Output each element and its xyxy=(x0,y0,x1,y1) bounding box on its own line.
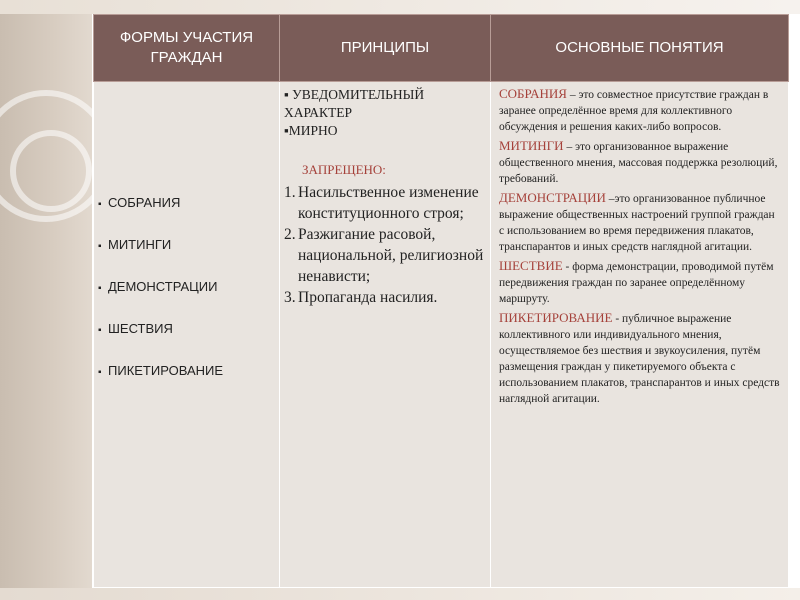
list-item: ▪ ПИКЕТИРОВАНИЕ xyxy=(98,362,279,404)
concept-item xyxy=(499,310,782,407)
principle-item: ▪МИРНО xyxy=(284,123,338,138)
list-item: 1. Насильственное изменение конституционного строя; xyxy=(284,184,479,222)
concepts-block xyxy=(491,82,788,407)
concept-term: ПИКЕТИРОВАНИЕ xyxy=(499,310,613,325)
concept-item xyxy=(499,190,782,255)
bullet-icon: ▪ xyxy=(98,367,102,378)
concept-item xyxy=(499,138,782,187)
concepts-cell xyxy=(491,82,789,588)
list-item: 3. Пропаганда насилия. xyxy=(284,289,438,306)
forms-list xyxy=(94,82,279,404)
top-decorative-strip xyxy=(0,0,800,14)
bullet-icon: ▪ xyxy=(98,241,102,252)
principle-item: ▪ УВЕДОМИТЕЛЬНЫЙ ХАРАКТЕР xyxy=(284,87,425,120)
forbidden-title: ЗАПРЕЩЕНО: xyxy=(302,162,386,177)
forms-cell xyxy=(94,82,280,588)
list-item: 2. Разжигание расовой, национальной, религиозной ненависти; xyxy=(284,226,484,285)
list-item: ▪ ДЕМОНСТРАЦИИ xyxy=(98,278,279,320)
bottom-decorative-strip xyxy=(0,588,800,600)
bullet-icon: ▪ xyxy=(98,199,102,210)
concept-term: МИТИНГИ xyxy=(499,138,564,153)
bullet-icon: ▪ xyxy=(284,123,289,138)
concept-term: СОБРАНИЯ xyxy=(499,86,567,101)
concept-item xyxy=(499,258,782,307)
list-item: ▪ СОБРАНИЯ xyxy=(98,194,279,236)
list-item: ▪ ШЕСТВИЯ xyxy=(98,320,279,362)
concept-definition: –это организованное публичное выражение общественных настроений группой граждан с использованием во время передвижения плакатов, транспарантов и иных средств наглядной агитации. xyxy=(499,193,775,253)
left-decorative-band xyxy=(0,0,92,600)
concept-definition: - публичное выражение коллективного или индивидуального мнения, осуществляемое без шествия и звукоусиления, путём размещения граждан у пикетируемого объекта с использованием плакатов, транспарантов и иных средств наглядной агитации. xyxy=(499,313,780,405)
concept-term: ДЕМОНСТРАЦИИ xyxy=(499,190,606,205)
concept-definition: – это организованное выражение общественного мнения, массовая поддержка резолюций, требований. xyxy=(499,141,778,185)
table-row xyxy=(94,82,789,588)
concept-item xyxy=(499,86,782,135)
participation-table xyxy=(93,14,789,588)
principles-cell xyxy=(280,82,491,588)
concept-definition: - форма демонстрации, проводимой путём передвижения граждан по заранее определённому маршруту. xyxy=(499,261,774,305)
bullet-icon: ▪ xyxy=(98,283,102,294)
concept-definition: – это совместное присутствие граждан в заранее определённое время для коллективного обсуждения и решения каких-либо вопросов. xyxy=(499,89,769,133)
header-concepts: ОСНОВНЫЕ ПОНЯТИЯ xyxy=(491,15,789,82)
forbidden-list xyxy=(284,182,484,308)
table-header-row xyxy=(94,15,789,82)
bullet-icon: ▪ xyxy=(98,325,102,336)
principles-block xyxy=(280,82,490,308)
header-forms: ФОРМЫ УЧАСТИЯ ГРАЖДАН xyxy=(94,15,280,82)
concept-term: ШЕСТВИЕ xyxy=(499,258,563,273)
header-principles: ПРИНЦИПЫ xyxy=(280,15,491,82)
bullet-icon: ▪ xyxy=(284,87,293,102)
list-item: ▪ МИТИНГИ xyxy=(98,236,279,278)
decorative-circle xyxy=(10,130,92,212)
